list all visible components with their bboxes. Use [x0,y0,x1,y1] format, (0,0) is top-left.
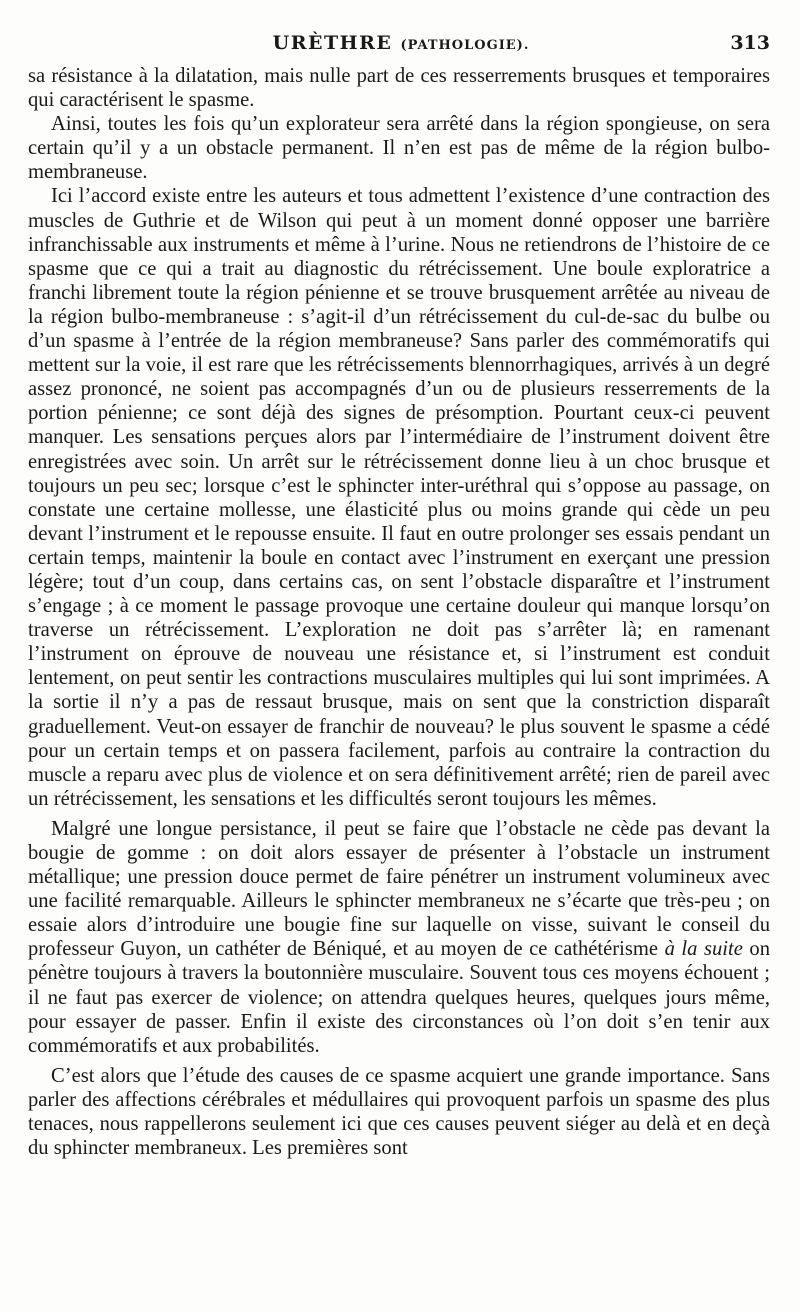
page-number: 313 [730,32,770,54]
italic-phrase: à la suite [664,938,743,961]
paragraph-text: Malgré une longue persistance, il peut se faire que l’obstacle ne cède pas devant la bougie de gomme : on doit alors essayer de présenter à l’obstacle un instrument métallique; une pression douce permet de faire pénétrer un instrument volumineux avec une facilité remarquable. Ailleurs le sphincter membraneux ne s’écarte que très-peu ; on essaie alors d’introduire une bougie fine sur laquelle on visse, suivant le conseil du professeur Guyon, un cathéter de Béniqué, et au moyen de ce cathétérisme [28,817,770,961]
paragraph-text: on pénètre toujours à travers la boutonnière musculaire. Souvent tous ces moyens échouent ; il ne faut pas exercer de violence; on attendra quelques heures, quelques jours même, pour essayer de passer. Enfin il existe des circonstances où l’on doit s’en tenir aux commémoratifs et aux probabilités. [28,938,770,1057]
paragraph: Ainsi, toutes les fois qu’un explorateur sera arrêté dans la région spongieuse, on sera certain qu’il y a un obstacle permanent. Il n’en est pas de même de la région bulbo-membraneuse. [28,113,770,184]
header-title: URÈTHRE [272,32,393,54]
running-header [28,24,774,64]
paragraph-continuation: sa résistance à la dilatation, mais nulle part de ces resserrements brusques et temporaires qui caractérisent le spasme. [28,65,770,112]
header-subtitle: (PATHOLOGIE). [400,38,530,53]
paragraph: C’est alors que l’étude des causes de ce spasme acquiert une grande importance. Sans parler des affections cérébrales et médullaires qui provoquent parfois un spasme des plus tenaces, nous rappellerons seulement ici que ces causes peuvent siéger au delà et en deçà du sphincter membraneux. Les premières sont [28,1064,770,1160]
body-text [28,64,770,1160]
running-title [28,32,774,54]
paragraph [28,817,770,1058]
paragraph: Ici l’accord existe entre les auteurs et tous admettent l’existence d’une contraction des muscles de Guthrie et de Wilson qui peut à un moment donné opposer une barrière infranchissable aux instruments et même à l’urine. Nous ne retiendrons de l’histoire de ce spasme que ce qui a trait au diagnostic du rétrécissement. Une boule exploratrice a franchi librement toute la région pénienne et se trouve brusquement arrêtée au niveau de la région bulbo-membraneuse : s’agit-il d’un rétrécissement du cul-de-sac du bulbe ou d’un spasme à l’entrée de la région membraneuse? Sans parler des commémoratifs qui mettent sur la voie, il est rare que les rétrécissements blennorrhagiques, arrivés à un degré assez prononcé, ne soient pas accompagnés d’un ou de plusieurs resserrements de la portion pénienne; ce sont déjà des signes de présomption. Pourtant ceux-ci peuvent manquer. Les sensations perçues alors par l’intermédiaire de l’instrument doivent être enregistrées avec soin. Un arrêt sur le rétrécissement donne lieu à un choc brusque et toujours un peu sec; lorsque c’est le sphincter inter-uréthral qui s’oppose au passage, on constate une certaine mollesse, une élasticité plus ou moins grande qui cède un peu devant l’instrument et le repousse ensuite. Il faut en outre prolonger ses essais pendant un certain temps, maintenir la boule en contact avec l’instrument en exerçant une pression légère; tout d’un coup, dans certains cas, on sent l’obstacle disparaître et l’instrument s’engage ; à ce moment le passage provoque une certaine douleur qui manque lorsqu’on traverse un rétrécissement. L’exploration ne doit pas s’arrêter là; en ramenant l’instrument on éprouve de nouveau une résistance et, si l’instrument est conduit lentement, on peut sentir les contractions musculaires multiples qui lui sont imprimées. A la sortie il n’y a pas de ressaut brusque, mais on sent que la constriction disparaît graduellement. Veut-on essayer de franchir de nouveau? le plus souvent le spasme a cédé pour un certain temps et on passera facilement, parfois au contraire la contraction du muscle a reparu avec plus de violence et on sera définitivement arrêté; rien de pareil avec un rétrécissement, les sensations et les difficultés seront toujours les mêmes. [28,185,770,810]
